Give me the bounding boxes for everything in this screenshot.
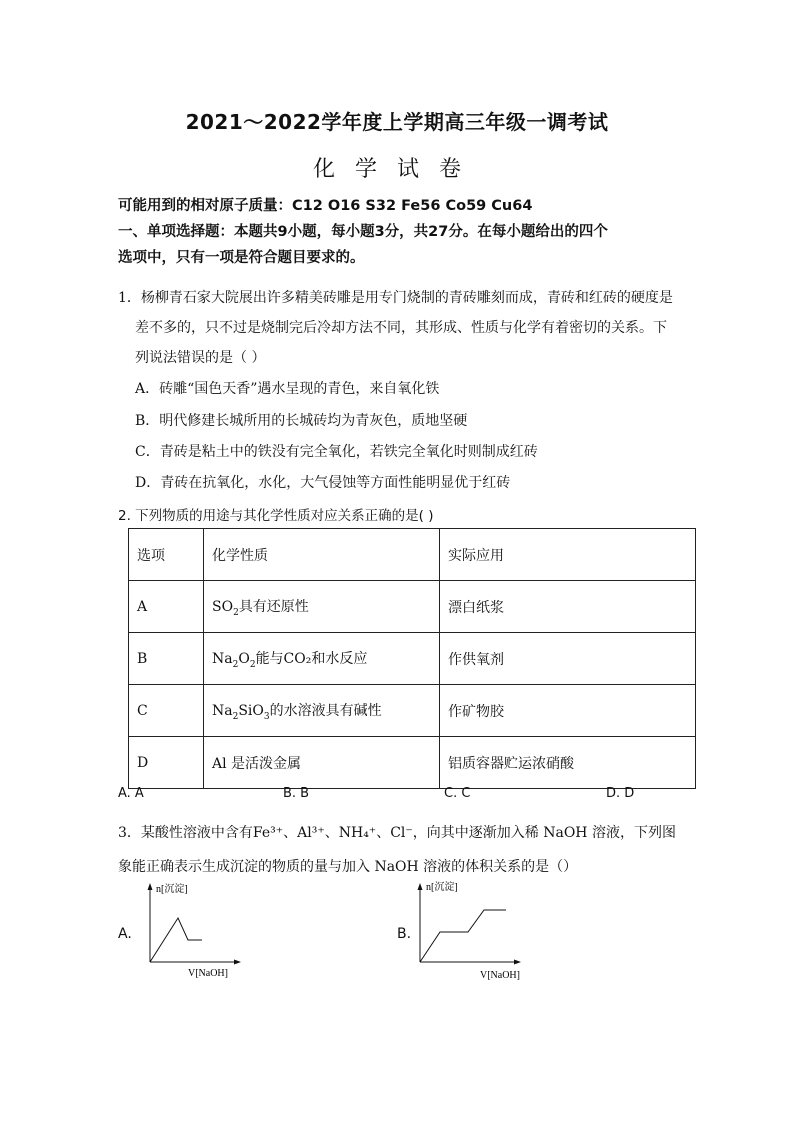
y-axis-arrow	[148, 883, 153, 890]
table-cell-property: Al 是活泼金属	[204, 737, 440, 789]
y-axis-arrow	[418, 883, 423, 890]
q2-stem: 2. 下列物质的用途与其化学性质对应关系正确的是( )	[118, 508, 434, 524]
table-cell-option: B	[129, 633, 204, 685]
table-cell-option: D	[129, 737, 204, 789]
table-header-cell: 实际应用	[440, 529, 696, 581]
section1-instruction-line1: 一、单项选择题：本题共9小题，每小题3分，共27分。在每小题给出的四个	[118, 224, 608, 240]
table-row	[129, 737, 696, 789]
formula-subscript: 2	[232, 711, 239, 722]
q3-graph-b-label: B.	[397, 926, 412, 942]
exam-subtitle: 化学试卷	[312, 157, 481, 182]
formula-subscript: 2	[233, 607, 239, 618]
q1-stem-line1: 1．杨柳青石家大院展出许多精美砖雕是用专门烧制的青砖雕刻而成，青砖和红砖的硬度是	[118, 290, 673, 306]
graph-a-curve	[150, 918, 202, 962]
formula-part: Na	[212, 650, 233, 667]
x-axis-arrow	[514, 960, 521, 965]
table-cell-property	[204, 581, 440, 633]
table-cell-option: C	[129, 685, 204, 737]
formula-part: 能与CO₂和水反应	[255, 650, 368, 667]
q3-graph-a	[136, 878, 266, 980]
graph-b-curve	[420, 910, 506, 962]
formula-part: O	[238, 650, 250, 667]
graph-b-ylabel: n[沉淀]	[426, 882, 458, 893]
table-row	[129, 633, 696, 685]
q3-stem-line1: 3．某酸性溶液中含有Fe³⁺、Al³⁺、NH₄⁺、Cl⁻，向其中逐渐加入稀 NaOH 溶液，下列图	[118, 825, 676, 841]
q3-stem-line2: 象能正确表示生成沉淀的物质的量与加入 NaOH 溶液的体积关系的是（）	[118, 859, 578, 875]
q1-option-b: B．明代修建长城所用的长城砖均为青灰色，质地坚硬	[135, 413, 468, 429]
q2-choice-d: D. D	[606, 786, 635, 801]
q3-graph-a-label: A.	[118, 926, 132, 942]
graph-a-xlabel: V[NaOH]	[188, 968, 228, 979]
table-row	[129, 581, 696, 633]
q2-choice-a: A. A	[118, 786, 144, 801]
q1-stem-line2: 差不多的，只不过是烧制完后冷却方法不同，其形成、性质与化学有着密切的关系。下	[135, 320, 667, 336]
formula-subscript: 2	[232, 659, 239, 670]
formula-part: SO	[212, 598, 234, 615]
formula-part: SiO	[238, 702, 264, 719]
table-header-cell: 选项	[129, 529, 204, 581]
formula-subscript: 2	[249, 659, 256, 670]
table-header-row	[129, 529, 696, 581]
formula-part: 具有还原性	[238, 598, 309, 615]
formula-part: 的水溶液具有碱性	[269, 702, 382, 719]
graph-a-ylabel: n[沉淀]	[156, 884, 188, 895]
table-cell-use: 作矿物胶	[440, 685, 696, 737]
formula-part: Na	[212, 702, 233, 719]
q1-option-a: A．砖雕“国色天香”遇水呈现的青色，来自氧化铁	[135, 381, 440, 397]
q3-graph-b	[406, 878, 546, 982]
table-header-cell: 化学性质	[204, 529, 440, 581]
q1-stem-line3: 列说法错误的是（ ）	[135, 350, 266, 366]
exam-title: 2021～2022学年度上学期高三年级一调考试	[185, 110, 609, 134]
q2-table	[128, 528, 696, 789]
formula-subscript: 3	[263, 711, 270, 722]
q2-choice-b: B. B	[283, 786, 310, 801]
section1-instruction-line2: 选项中，只有一项是符合题目要求的。	[118, 250, 365, 266]
table-cell-use: 漂白纸浆	[440, 581, 696, 633]
table-cell-property	[204, 685, 440, 737]
table-cell-use: 作供氧剂	[440, 633, 696, 685]
table-cell-property	[204, 633, 440, 685]
table-cell-use: 铝质容器贮运浓硝酸	[440, 737, 696, 789]
atomic-mass-line: 可能用到的相对原子质量：C12 O16 S32 Fe56 Co59 Cu64	[118, 198, 533, 214]
q1-option-c: C．青砖是粘土中的铁没有完全氧化，若铁完全氧化时则制成红砖	[135, 444, 538, 460]
graph-b-xlabel: V[NaOH]	[480, 970, 520, 981]
q2-choice-c: C. C	[444, 786, 471, 801]
x-axis-arrow	[234, 960, 241, 965]
table-cell-option: A	[129, 581, 204, 633]
table-row	[129, 685, 696, 737]
q1-option-d: D．青砖在抗氧化，水化，大气侵蚀等方面性能明显优于红砖	[135, 475, 511, 491]
